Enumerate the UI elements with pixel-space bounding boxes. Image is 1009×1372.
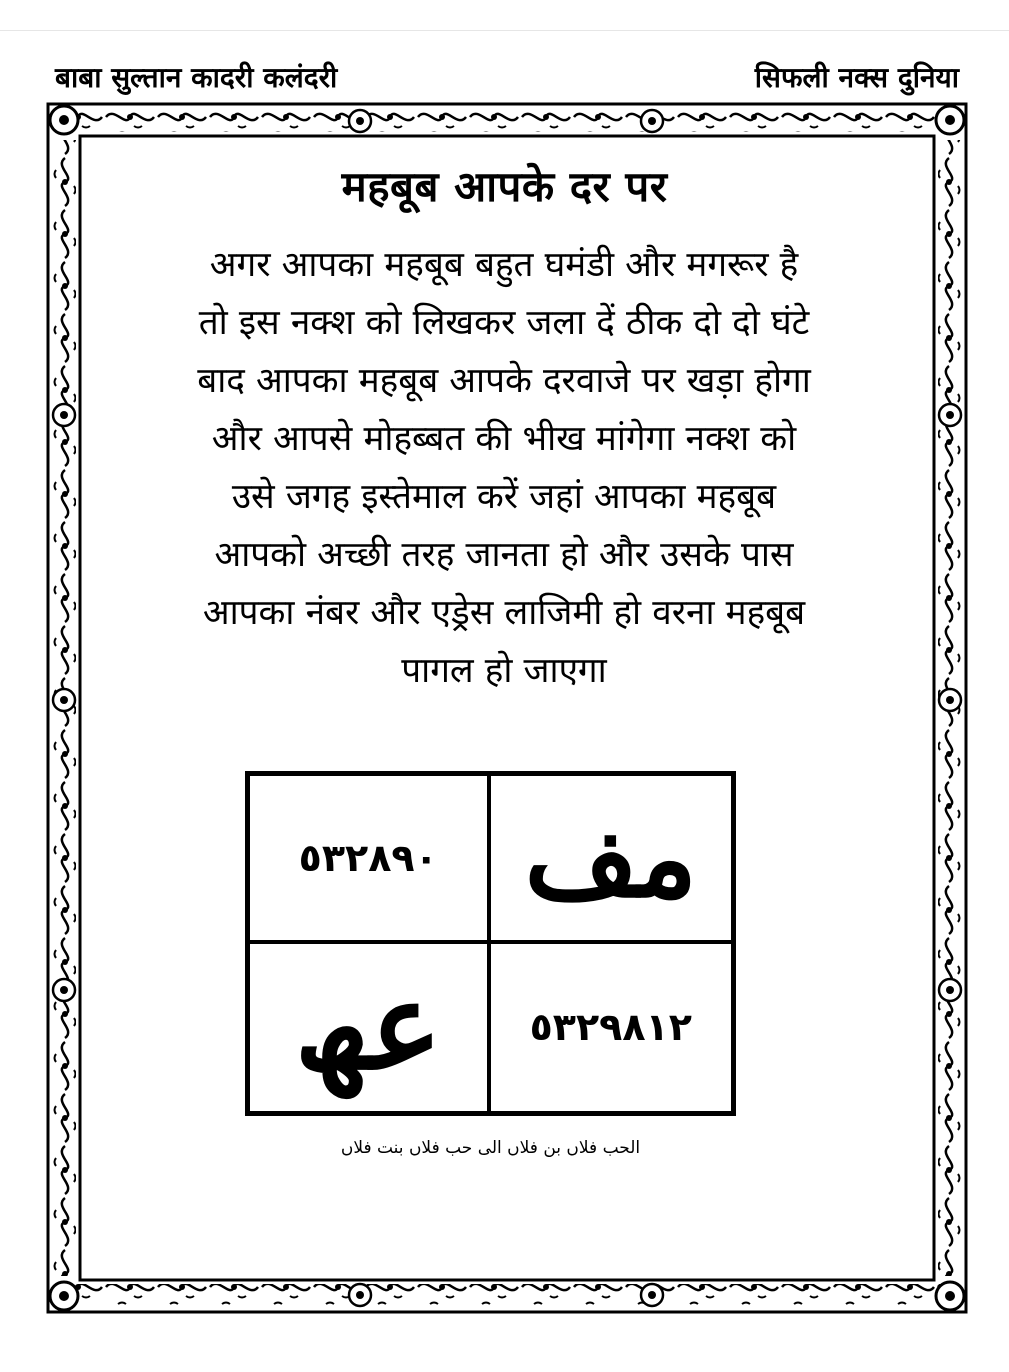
- naqsh-letters: عھ: [294, 956, 442, 1098]
- instruction-paragraph: [140, 236, 868, 700]
- naqsh-grid: [245, 771, 736, 1116]
- border-bottom-band: [58, 1284, 956, 1306]
- naqsh-cell-bottom-right: [491, 944, 732, 1112]
- header-right-channel: सिफली नक्स दुनिया: [754, 61, 959, 94]
- paragraph-line: बाद आपका महबूब आपके दरवाजे पर खड़ा होगा: [197, 361, 811, 401]
- naqsh-caption: الحب فلاں بن فلاں الی حب فلاں بنت فلاں: [340, 1138, 641, 1158]
- paragraph-line: आपको अच्छी तरह जानता हो और उसके पास: [214, 535, 794, 575]
- paragraph-line: उसे जगह इस्तेमाल करें जहां आपका महबूब: [231, 477, 777, 517]
- page-title: महबूब आपके दर पर: [341, 162, 668, 211]
- naqsh-letters: مف: [524, 792, 698, 922]
- header-left-author: बाबा सुल्तान कादरी कलंदरी: [55, 61, 338, 94]
- paragraph-line: और आपसे मोहब्बत की भीख मांगेगा नक्श को: [211, 419, 797, 459]
- naqsh-cell-bottom-left: [250, 944, 491, 1112]
- naqsh-cell-top-right: [491, 776, 732, 944]
- naqsh-number: ٥٣٢٩٨١٢: [529, 1005, 692, 1050]
- naqsh-cell-top-left: [250, 776, 491, 944]
- paragraph-line: तो इस नक्श को लिखकर जला दें ठीक दो दो घंटे: [198, 303, 810, 343]
- paragraph-line: अगर आपका महबूब बहुत घमंडी और मगरूर है: [209, 245, 799, 285]
- paragraph-line: आपका नंबर और एड्रेस लाजिमी हो वरना महबूब: [202, 593, 806, 633]
- paragraph-line: पागल हो जाएगा: [401, 651, 607, 691]
- border-top-band: [58, 110, 956, 132]
- naqsh-number: ٥٣٢٨٩٠: [298, 835, 438, 880]
